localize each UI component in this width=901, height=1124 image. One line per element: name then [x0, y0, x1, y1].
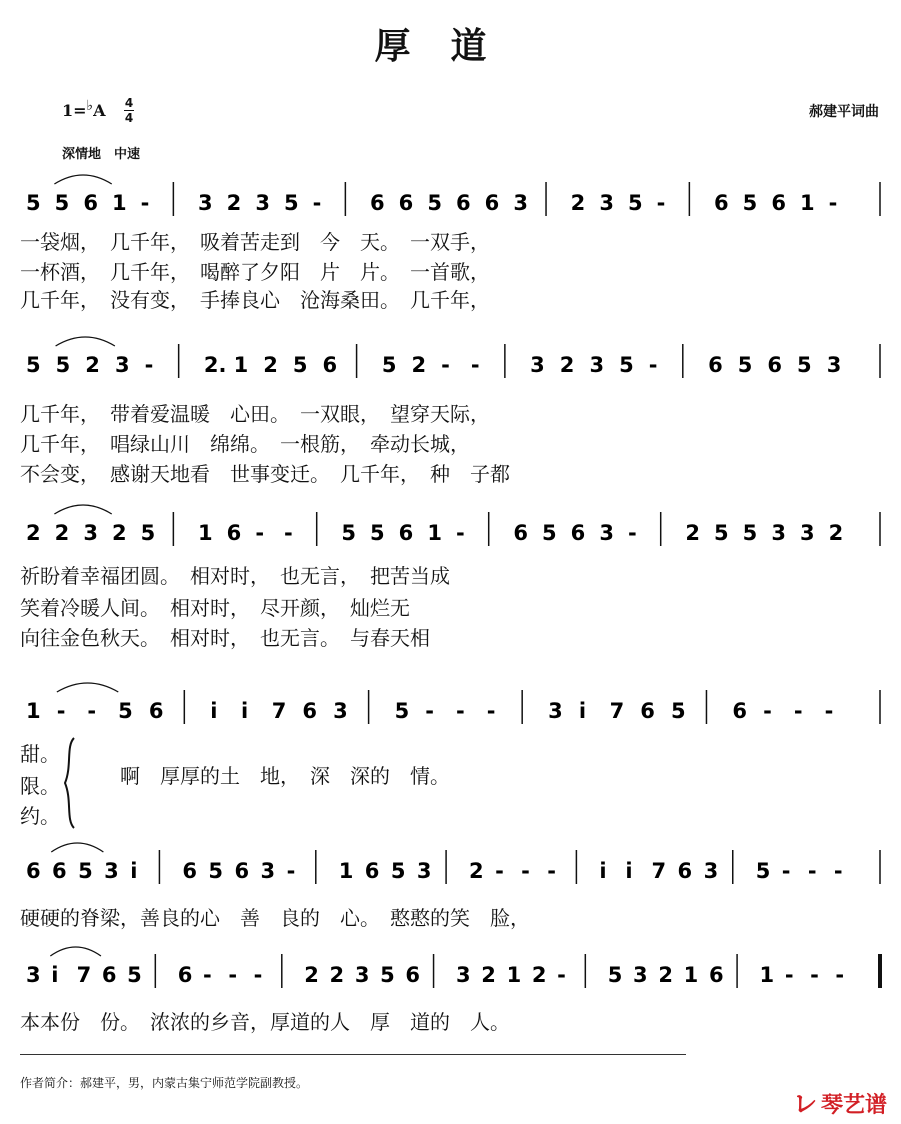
note: - [763, 699, 772, 723]
note: - [495, 859, 504, 883]
slur [51, 843, 103, 852]
note: - [784, 963, 794, 987]
note: 2 [85, 353, 100, 377]
note: 1 [198, 521, 213, 545]
lyric-line: 一杯酒， 几千年， 喝醉了夕阳 片 片。 一首歌， [20, 260, 490, 284]
note: 6 [708, 353, 723, 377]
note: 3 [26, 963, 41, 987]
key-note: A [93, 101, 106, 120]
lyric-line: 一袋烟， 几千年， 吸着苦走到 今 天。 一双手， [20, 230, 490, 254]
note: 3 [83, 521, 98, 545]
note: - [628, 521, 637, 545]
note: - [255, 521, 265, 545]
note: i [210, 699, 218, 723]
slur [50, 947, 101, 956]
note: 6 [322, 353, 338, 377]
note: 6 [182, 859, 197, 883]
note: 2 [658, 963, 673, 987]
note: 5 [797, 353, 812, 377]
note: 5 [714, 521, 729, 545]
note: 7 [76, 963, 92, 987]
song-title: 厚道 [374, 25, 527, 67]
note: 6 [83, 191, 98, 215]
note: - [425, 699, 435, 723]
note: 3 [633, 963, 648, 987]
note: 7 [651, 859, 667, 883]
note: 2 [112, 521, 127, 545]
note: - [835, 963, 845, 987]
note: 5 [292, 353, 308, 377]
lyric-line: 约。 [20, 804, 60, 828]
note: 5 [628, 191, 643, 215]
note: 6 [302, 699, 318, 723]
slur [54, 505, 111, 514]
note: 1 [506, 963, 522, 987]
note: 6 [52, 859, 67, 883]
note: 5 [742, 521, 758, 545]
logo-icon: ㆑ [792, 1090, 817, 1118]
note: 2 [685, 521, 700, 545]
note: 3 [114, 353, 130, 377]
note: - [456, 521, 465, 545]
note: 5 [742, 191, 758, 215]
note: 5 [78, 859, 93, 883]
note: 6 [398, 521, 414, 545]
note: 7 [609, 699, 625, 723]
note: 2 [329, 963, 345, 987]
note: 5 [118, 699, 133, 723]
lyric-line: 几千年， 没有变， 手捧良心 沧海桑田。 几千年， [20, 288, 490, 312]
note: 6 [101, 963, 117, 987]
note: 1 [800, 191, 815, 215]
note: 3 [548, 699, 563, 723]
note: 5 [140, 521, 156, 545]
note: i [625, 859, 633, 883]
note: 7 [271, 699, 287, 723]
lyric-line: 向往金色秋天。 相对时， 也无言。 与春天相 [20, 626, 430, 650]
tempo-marking: 深情地 中速 [62, 147, 141, 162]
note: 3 [589, 353, 605, 377]
note: - [557, 963, 566, 987]
note: i [599, 859, 607, 883]
note: 2 [263, 353, 278, 377]
note: 1 [683, 963, 699, 987]
note: 2 [559, 353, 575, 377]
note: 6 [732, 699, 748, 723]
note: 2 [411, 353, 427, 377]
note: 3 [416, 859, 432, 883]
lyric-line: 本本份 份。 浓浓的乡音，厚道的人 厚 道的 人。 [20, 1010, 510, 1034]
note: - [486, 699, 496, 723]
logo-text: 琴艺谱 [820, 1093, 887, 1118]
flat-icon: ♭ [86, 98, 94, 114]
note: 3 [703, 859, 719, 883]
lyric-line: 不会变， 感谢天地看 世事变迁。 几千年， 种 子都 [20, 462, 510, 486]
note: 3 [104, 859, 119, 883]
note: - [824, 699, 834, 723]
note: 3 [513, 191, 528, 215]
note: - [807, 859, 817, 883]
note: 5 [26, 353, 41, 377]
note: 2 [481, 963, 496, 987]
note: - [470, 353, 480, 377]
note: 2 [469, 859, 484, 883]
note: 6 [484, 191, 500, 215]
note: 5 [737, 353, 753, 377]
note: 2 [531, 963, 547, 987]
note: 5 [755, 859, 771, 883]
note: 3 [530, 353, 545, 377]
note: 6 [677, 859, 693, 883]
note: i [130, 859, 138, 883]
note: 2 [54, 521, 70, 545]
note: 6 [405, 963, 421, 987]
note: 5 [127, 963, 142, 987]
note: 5 [671, 699, 686, 723]
note: 3 [599, 521, 614, 545]
lyric-line: 甜。 [20, 742, 60, 766]
site-logo [793, 1084, 887, 1119]
note: i [51, 963, 59, 987]
note: 5 [542, 521, 557, 545]
note: - [793, 699, 803, 723]
note: - [810, 963, 819, 987]
note: 5 [390, 859, 406, 883]
note: - [781, 859, 791, 883]
lyric-line: 几千年， 带着爱温暖 心田。 一双眼， 望穿天际， [20, 402, 490, 426]
key-prefix: 1= [62, 101, 87, 120]
note: - [253, 963, 263, 987]
brace-icon [62, 736, 76, 830]
meter-bottom: 4 [124, 111, 134, 125]
note: 6 [708, 963, 724, 987]
note: 6 [234, 859, 250, 883]
note: 2 [828, 521, 844, 545]
note: i [241, 699, 249, 723]
note: - [312, 191, 322, 215]
note: 5 [26, 191, 41, 215]
note: - [228, 963, 238, 987]
note: 6 [364, 859, 380, 883]
note: 5 [341, 521, 356, 545]
note: - [648, 353, 658, 377]
note: 1 [112, 191, 127, 215]
note: 2 [304, 963, 319, 987]
slur [57, 683, 118, 692]
note: 6 [640, 699, 655, 723]
note: 5 [619, 353, 634, 377]
note: - [547, 859, 556, 883]
slur [54, 175, 111, 184]
note: 2. [203, 353, 227, 377]
note: 1 [427, 521, 442, 545]
note: i [578, 699, 587, 723]
meter-top: 4 [124, 96, 134, 110]
author-credit: 郝建平词曲 [809, 104, 879, 120]
lyric-line: 祈盼着幸福团圆。 相对时， 也无言， 把苦当成 [20, 564, 450, 588]
note: 3 [456, 963, 471, 987]
note: 2 [226, 191, 242, 215]
refrain-lyric: 啊 厚厚的土 地， 深 深的 情。 [120, 764, 450, 788]
note: 1 [759, 963, 775, 987]
note: - [56, 699, 66, 723]
note: 2 [26, 521, 41, 545]
note: 5 [55, 353, 71, 377]
note: 6 [370, 191, 385, 215]
lyric-line: 几千年， 唱绿山川 绵绵。 一根筋， 牵动长城， [20, 432, 470, 456]
note: 6 [398, 191, 414, 215]
note: 6 [570, 521, 586, 545]
note: 3 [333, 699, 348, 723]
note: 3 [826, 353, 842, 377]
note: 6 [26, 859, 41, 883]
note: - [828, 191, 838, 215]
note: - [656, 191, 666, 215]
note: 3 [198, 191, 213, 215]
note: 1 [233, 353, 249, 377]
note: 3 [354, 963, 370, 987]
note: 6 [148, 699, 164, 723]
note: - [286, 859, 296, 883]
note: 1 [26, 699, 41, 723]
note: - [144, 353, 154, 377]
note: 3 [260, 859, 276, 883]
note: 1 [338, 859, 354, 883]
note: 5 [427, 191, 442, 215]
note: 3 [771, 521, 786, 545]
note: - [284, 521, 293, 545]
note: 3 [599, 191, 614, 215]
note: - [87, 699, 97, 723]
note: 6 [513, 521, 528, 545]
note: 6 [767, 353, 783, 377]
note: - [521, 859, 530, 883]
footer-divider [20, 1054, 686, 1055]
slur [56, 337, 115, 346]
note: 5 [370, 521, 385, 545]
note: 6 [771, 191, 786, 215]
note: 5 [380, 963, 395, 987]
note: 3 [255, 191, 270, 215]
note: 3 [800, 521, 815, 545]
note: - [456, 699, 465, 723]
note: - [833, 859, 843, 883]
note: 6 [177, 963, 193, 987]
note: 2 [570, 191, 586, 215]
note: - [441, 353, 450, 377]
note: - [203, 963, 212, 987]
lyric-line: 笑着冷暖人间。 相对时， 尽开颜， 灿烂无 [20, 596, 410, 620]
note: 5 [54, 191, 70, 215]
note: 5 [208, 859, 224, 883]
note: 6 [714, 191, 729, 215]
note: 6 [226, 521, 242, 545]
author-bio: 作者简介：郝建平，男，内蒙古集宁师范学院副教授。 [20, 1076, 309, 1090]
lyric-line: 硬硬的脊梁，善良的心 善 良的 心。 憨憨的笑 脸， [20, 906, 530, 930]
note: 6 [456, 191, 471, 215]
note: 5 [607, 963, 623, 987]
note: 5 [284, 191, 299, 215]
lyric-line: 限。 [20, 774, 60, 798]
note: - [140, 191, 150, 215]
note: 5 [394, 699, 410, 723]
note: 5 [381, 353, 397, 377]
